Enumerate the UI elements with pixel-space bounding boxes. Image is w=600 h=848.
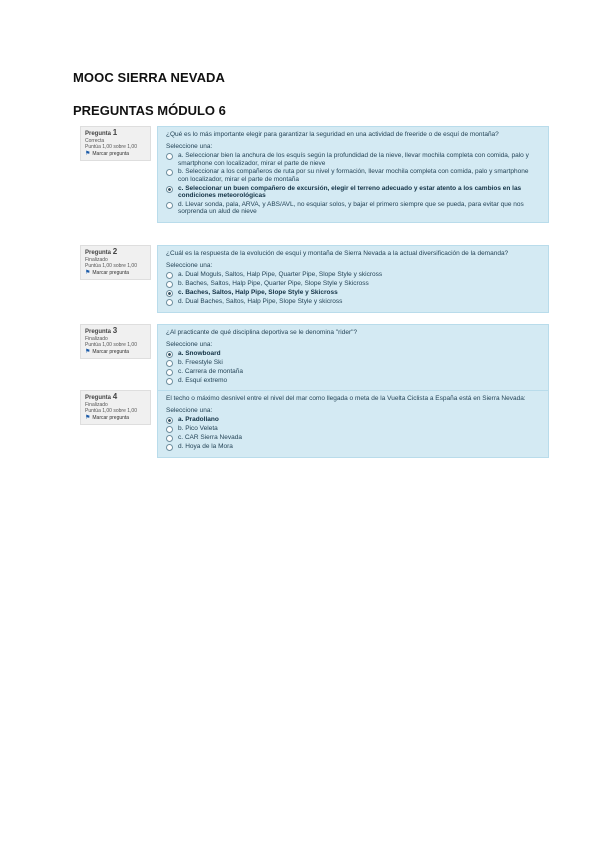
- answer-label: c. Carrera de montaña: [178, 368, 244, 376]
- answer-option[interactable]: [166, 280, 540, 288]
- answer-radio[interactable]: [166, 417, 173, 424]
- question-text: ¿Qué es lo más importante elegir para garantizar la seguridad en una actividad de freeride o de esquí de montaña?: [166, 131, 499, 138]
- answer-radio[interactable]: [166, 299, 173, 306]
- question-score: Puntúa 1,00 sobre 1,00: [85, 342, 137, 348]
- answer-label: d. Llevar sonda, pala, ARVA, y ABS/AVL, no esquiar solos, y bajar el primero siempre que se pueda, para evitar que nos sorprenda un alud de nieve: [178, 200, 524, 216]
- question-number: Pregunta 1: [85, 128, 118, 137]
- flag-question-link[interactable]: ⚑ Marcar pregunta: [85, 150, 130, 157]
- question-score: Puntúa 1,00 sobre 1,00: [85, 144, 137, 150]
- select-one-prompt: Seleccione una:: [166, 406, 213, 414]
- question-content: [157, 324, 549, 392]
- answer-radio[interactable]: [166, 281, 173, 288]
- question-status: Correcta: [85, 137, 105, 144]
- answer-radio[interactable]: [166, 378, 173, 385]
- flag-icon: ⚑: [85, 348, 91, 355]
- answer-option[interactable]: [166, 168, 540, 183]
- answer-label: c. CAR Sierra Nevada: [178, 434, 242, 442]
- answer-label: a. Dual Moguls, Saltos, Halp Pipe, Quarter Pipe, Slope Style y skicross: [178, 271, 383, 279]
- answer-option[interactable]: [166, 185, 540, 200]
- question-block: [80, 126, 549, 223]
- question-content: [157, 126, 549, 223]
- answer-option[interactable]: [166, 201, 540, 216]
- flag-question-link[interactable]: ⚑ Marcar pregunta: [85, 348, 130, 355]
- flag-icon: ⚑: [85, 414, 91, 421]
- answer-radio[interactable]: [166, 360, 173, 367]
- answer-option[interactable]: [166, 377, 540, 385]
- document-title: MOOC SIERRA NEVADA: [73, 70, 226, 85]
- question-score: Puntúa 1,00 sobre 1,00: [85, 263, 137, 269]
- answer-label: a. Seleccionar bien la anchura de los esquís según la profundidad de la nieve, llevar mochila completa con comida, palo y smartphone con localizador, mirar el parte de nieve: [178, 152, 529, 167]
- answer-radio[interactable]: [166, 186, 173, 193]
- answer-radio[interactable]: [166, 369, 173, 376]
- answer-radio[interactable]: [166, 202, 173, 209]
- answer-label: c. Seleccionar un buen compañero de excursión, elegir el terreno adecuado y estar atento a los cambios en las condiciones meteorológicas: [178, 184, 522, 200]
- flag-question-link[interactable]: ⚑ Marcar pregunta: [85, 269, 130, 276]
- answer-radio[interactable]: [166, 426, 173, 433]
- answer-label: b. Pico Veleta: [178, 425, 218, 433]
- question-text: El techo o máximo desnivel entre el nivel del mar como llegada o meta de la Vuelta Ciclista a España está en Sierra Nevada:: [166, 395, 526, 402]
- question-content: [157, 390, 549, 458]
- answer-radio[interactable]: [166, 290, 173, 297]
- question-block: [80, 390, 549, 458]
- answer-option[interactable]: [166, 368, 540, 376]
- answer-label: c. Baches, Saltos, Halp Pipe, Slope Style y Skicross: [178, 289, 338, 297]
- question-status: Finalizado: [85, 256, 108, 263]
- answer-label: b. Freestyle Ski: [178, 359, 223, 367]
- question-info-panel: [80, 390, 151, 425]
- flag-icon: ⚑: [85, 269, 91, 276]
- answer-label: a. Snowboard: [178, 350, 221, 358]
- question-status: Finalizado: [85, 401, 108, 408]
- select-one-prompt: Seleccione una:: [166, 142, 213, 150]
- document-subtitle: PREGUNTAS MÓDULO 6: [73, 103, 226, 118]
- answer-option[interactable]: [166, 443, 540, 451]
- answer-option[interactable]: [166, 152, 540, 167]
- question-block: [80, 245, 549, 313]
- answer-label: b. Seleccionar a los compañeros de ruta por su nivel y formación, llevar mochila completa con comida, palo y smartphone con localizador, mirar el parte de montaña: [178, 168, 529, 183]
- answer-option[interactable]: [166, 359, 540, 367]
- answer-label: a. Pradollano: [178, 416, 219, 424]
- answer-option[interactable]: [166, 350, 540, 358]
- answer-option[interactable]: [166, 289, 540, 297]
- answer-option[interactable]: [166, 434, 540, 442]
- answer-option[interactable]: [166, 416, 540, 424]
- question-text: ¿Al practicante de qué disciplina deportiva se le denomina "rider"?: [166, 329, 358, 336]
- answer-radio[interactable]: [166, 435, 173, 442]
- answer-radio[interactable]: [166, 351, 173, 358]
- question-info-panel: [80, 126, 151, 161]
- question-number: Pregunta 3: [85, 326, 118, 335]
- answer-option[interactable]: [166, 271, 540, 279]
- answer-label: b. Baches, Saltos, Halp Pipe, Quarter Pipe, Slope Style y Skicross: [178, 280, 369, 288]
- answer-label: d. Dual Baches, Saltos, Halp Pipe, Slope Style y skicross: [178, 298, 343, 306]
- answer-option[interactable]: [166, 425, 540, 433]
- question-text: ¿Cuál es la respuesta de la evolución de esquí y montaña de Sierra Nevada a la actual diversificación de la demanda?: [166, 250, 509, 257]
- question-content: [157, 245, 549, 313]
- question-block: [80, 324, 549, 392]
- answer-radio[interactable]: [166, 444, 173, 451]
- answer-label: d. Hoya de la Mora: [178, 443, 233, 451]
- answer-radio[interactable]: [166, 153, 173, 160]
- question-info-panel: [80, 245, 151, 280]
- question-status: Finalizado: [85, 335, 108, 342]
- select-one-prompt: Seleccione una:: [166, 340, 213, 348]
- question-number: Pregunta 2: [85, 247, 118, 256]
- select-one-prompt: Seleccione una:: [166, 261, 213, 269]
- question-info-panel: [80, 324, 151, 359]
- flag-question-link[interactable]: ⚑ Marcar pregunta: [85, 414, 130, 421]
- question-score: Puntúa 1,00 sobre 1,00: [85, 408, 137, 414]
- question-number: Pregunta 4: [85, 392, 118, 401]
- flag-icon: ⚑: [85, 150, 91, 157]
- answer-option[interactable]: [166, 298, 540, 306]
- answer-label: d. Esquí extremo: [178, 377, 228, 385]
- answer-radio[interactable]: [166, 272, 173, 279]
- answer-radio[interactable]: [166, 169, 173, 176]
